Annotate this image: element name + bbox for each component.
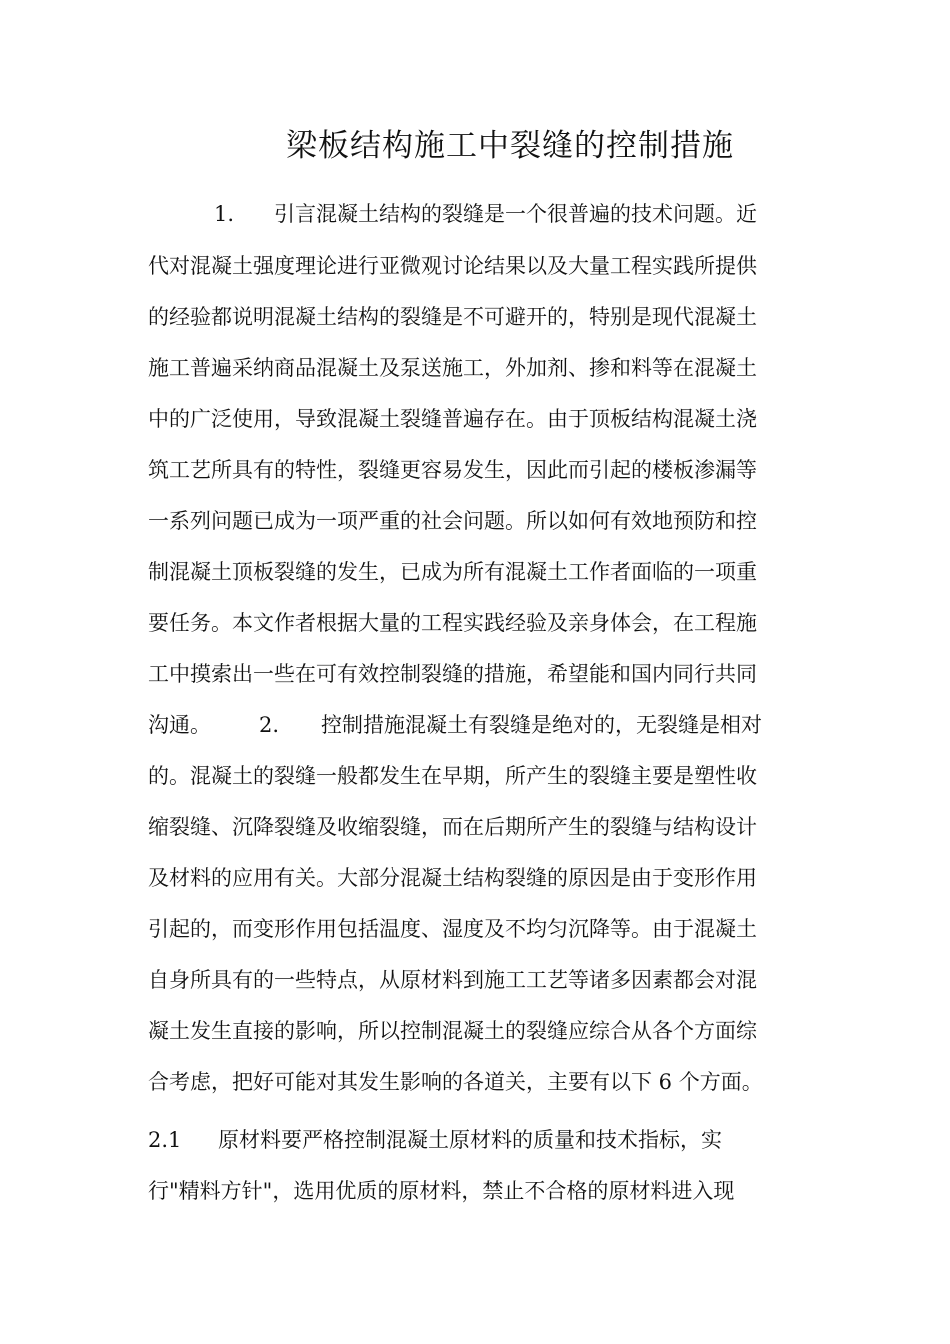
line-text: 制混凝土顶板裂缝的发生，已成为所有混凝土工作者面临的一项重 xyxy=(148,560,757,584)
line-text: 凝土发生直接的影响，所以控制混凝土的裂缝应综合从各个方面综 xyxy=(148,1019,757,1043)
line-text: 工中摸索出一些在可有效控制裂缝的措施，希望能和国内同行共同 xyxy=(148,662,757,686)
paragraph-line xyxy=(148,964,808,996)
paragraph-line xyxy=(148,760,808,792)
line-text: 代对混凝土强度理论进行亚微观讨论结果以及大量工程实践所提供 xyxy=(148,254,757,278)
line-text: 筑工艺所具有的特性，裂缝更容易发生，因此而引起的楼板渗漏等 xyxy=(148,458,757,482)
line-text: 中的广泛使用，导致混凝土裂缝普遍存在。由于顶板结构混凝土浇 xyxy=(148,407,757,431)
line-text: 自身所具有的一些特点，从原材料到施工工艺等诸多因素都会对混 xyxy=(148,968,757,992)
paragraph-line xyxy=(148,1015,808,1047)
paragraph-line xyxy=(148,1066,808,1098)
section-number: 2.1 xyxy=(148,1128,182,1152)
line-text: 沟通。 xyxy=(148,713,211,737)
paragraph-line xyxy=(148,352,808,384)
line-text: 及材料的应用有关。大部分混凝土结构裂缝的原因是由于变形作用 xyxy=(148,866,757,890)
paragraph-line xyxy=(148,658,808,690)
paragraph-line xyxy=(148,403,808,435)
paragraph-line xyxy=(148,1124,808,1156)
paragraph-line xyxy=(148,607,808,639)
line-text: 控制措施混凝土有裂缝是绝对的，无裂缝是相对 xyxy=(321,713,762,737)
paragraph-line xyxy=(148,1175,808,1207)
line-text: 施工普遍采纳商品混凝土及泵送施工，外加剂、掺和料等在混凝土 xyxy=(148,356,757,380)
line-text: 要任务。本文作者根据大量的工程实践经验及亲身体会，在工程施 xyxy=(148,611,757,635)
line-text: 的经验都说明混凝土结构的裂缝是不可避开的，特别是现代混凝土 xyxy=(148,305,757,329)
paragraph-line xyxy=(148,811,808,843)
line-text: 行"精料方针"，选用优质的原材料，禁止不合格的原材料进入现 xyxy=(148,1179,735,1203)
line-text: 一系列问题已成为一项严重的社会问题。所以如何有效地预防和控 xyxy=(148,509,757,533)
paragraph-line xyxy=(148,198,808,230)
paragraph-line xyxy=(148,913,808,945)
paragraph-line xyxy=(148,301,808,333)
paragraph-line xyxy=(148,862,808,894)
section-number: 1. xyxy=(214,202,235,226)
paragraph-line xyxy=(148,250,808,282)
paragraph-line xyxy=(148,556,808,588)
document-title: 梁板结构施工中裂缝的控制措施 xyxy=(286,128,734,164)
paragraph-line xyxy=(148,505,808,537)
line-text: 缩裂缝、沉降裂缝及收缩裂缝，而在后期所产生的裂缝与结构设计 xyxy=(148,815,757,839)
paragraph-line xyxy=(148,709,808,741)
line-text: 合考虑，把好可能对其发生影响的各道关，主要有以下 6 个方面。 xyxy=(148,1070,763,1094)
line-text: 引言混凝土结构的裂缝是一个很普遍的技术问题。近 xyxy=(274,202,757,226)
line-text: 的。混凝土的裂缝一般都发生在早期，所产生的裂缝主要是塑性收 xyxy=(148,764,757,788)
paragraph-line xyxy=(148,454,808,486)
line-text: 原材料要严格控制混凝土原材料的质量和技术指标，实 xyxy=(218,1128,722,1152)
section-number: 2. xyxy=(259,713,280,737)
line-text: 引起的，而变形作用包括温度、湿度及不均匀沉降等。由于混凝土 xyxy=(148,917,757,941)
